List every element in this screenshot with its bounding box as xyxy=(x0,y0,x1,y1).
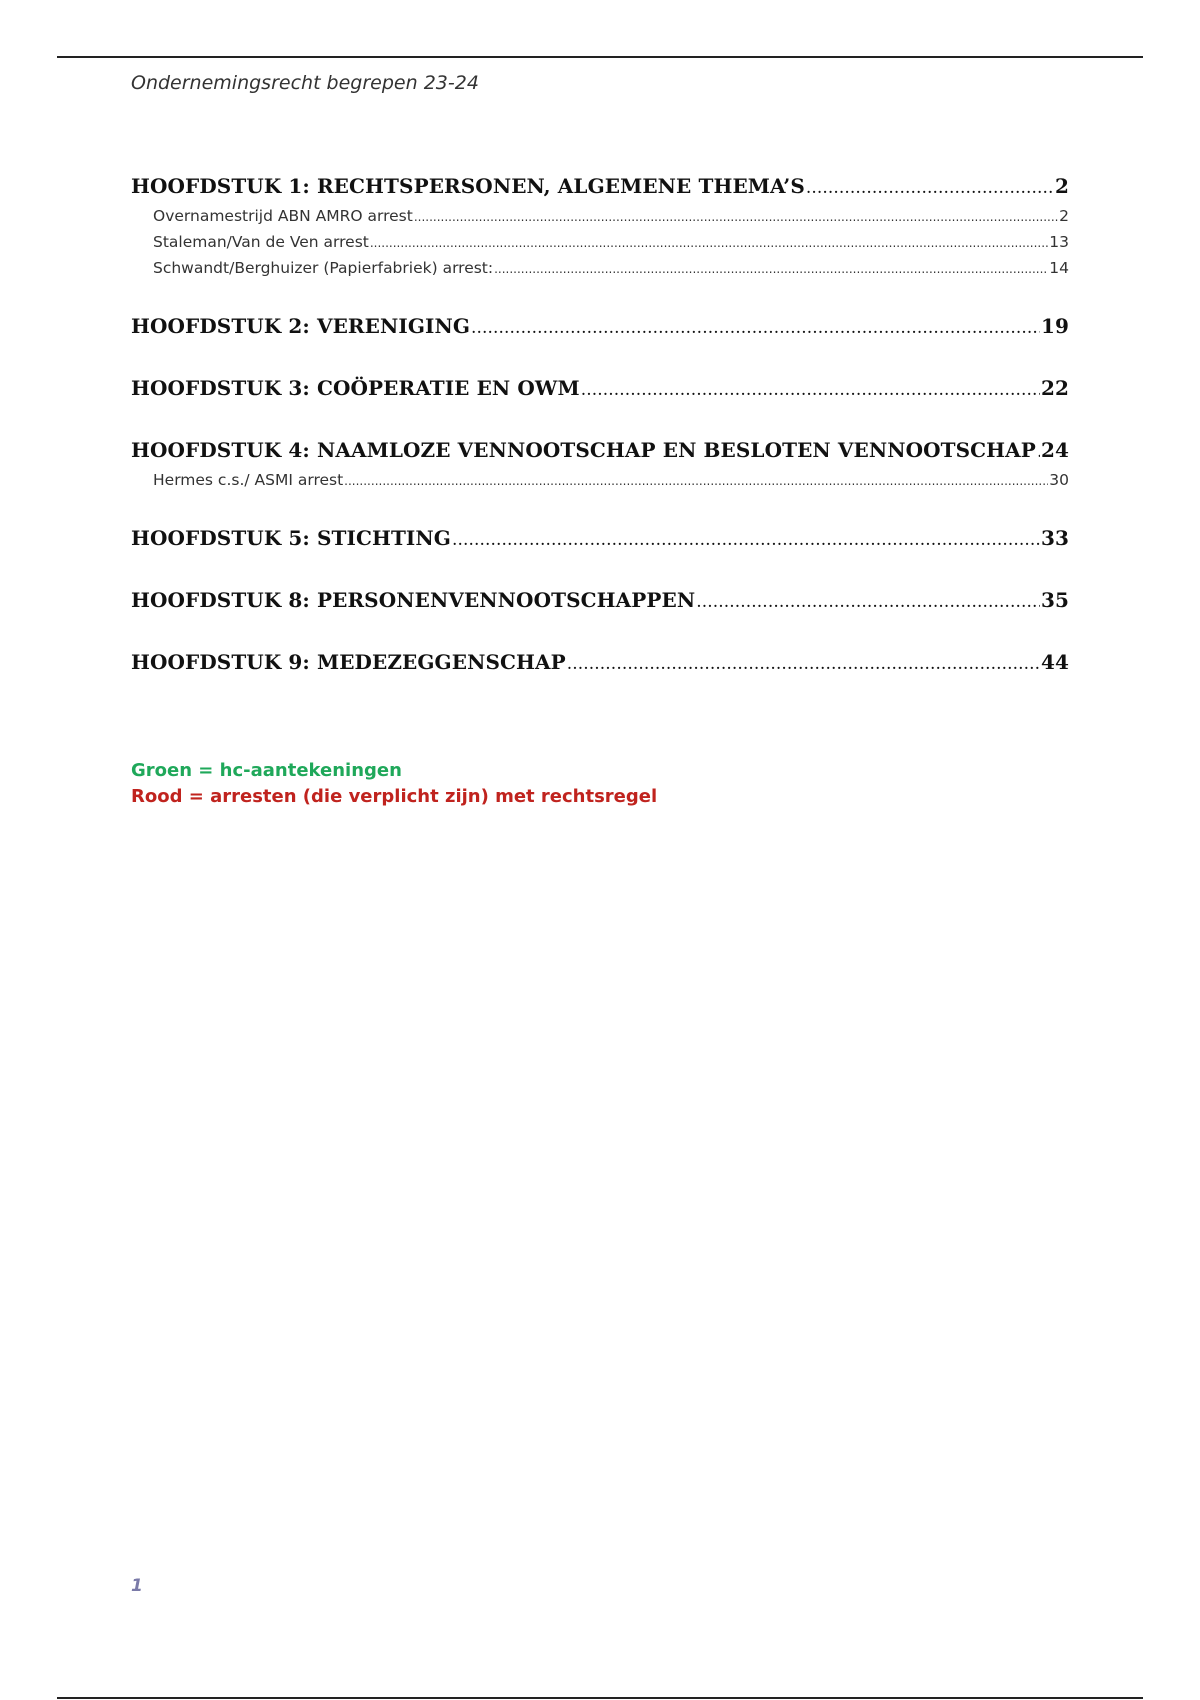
toc-entry-chapter[interactable] xyxy=(131,522,1069,556)
legend-green: Groen = hc-aantekeningen xyxy=(131,760,402,781)
toc-chapter xyxy=(131,584,1069,618)
toc-dot-leader xyxy=(414,205,1058,230)
toc-dot-leader xyxy=(581,374,1040,406)
header-rule xyxy=(57,56,1143,58)
toc-chapter xyxy=(131,310,1069,344)
toc-entry-section[interactable] xyxy=(131,230,1069,256)
toc-section-title: Schwandt/Berghuizer (Papierfabriek) arrest: xyxy=(153,259,494,277)
toc-chapter-page: 33 xyxy=(1040,526,1069,550)
toc-dot-leader xyxy=(452,524,1040,556)
toc-chapter-page: 19 xyxy=(1040,314,1069,338)
toc-section-page: 14 xyxy=(1049,259,1069,277)
toc-dot-leader xyxy=(806,172,1054,204)
table-of-contents xyxy=(131,170,1069,708)
toc-entry-section[interactable] xyxy=(131,256,1069,282)
toc-chapter xyxy=(131,170,1069,282)
toc-section-page: 30 xyxy=(1049,471,1069,489)
toc-dot-leader xyxy=(567,648,1040,680)
footer-rule xyxy=(57,1697,1143,1699)
toc-entry-section[interactable] xyxy=(131,204,1069,230)
toc-chapter xyxy=(131,372,1069,406)
toc-chapter-title: HOOFDSTUK 8: PERSONENVENNOOTSCHAPPEN xyxy=(131,588,696,612)
toc-entry-chapter[interactable] xyxy=(131,310,1069,344)
toc-chapter-page: 35 xyxy=(1040,588,1069,612)
toc-entry-chapter[interactable] xyxy=(131,170,1069,204)
toc-chapter xyxy=(131,434,1069,494)
toc-chapter xyxy=(131,522,1069,556)
running-header-title: Ondernemingsrecht begrepen 23-24 xyxy=(131,72,479,94)
toc-chapter-title: HOOFDSTUK 3: COÖPERATIE EN OWM xyxy=(131,376,580,400)
toc-dot-leader xyxy=(1037,436,1040,468)
toc-entry-chapter[interactable] xyxy=(131,372,1069,406)
toc-dot-leader xyxy=(494,257,1048,282)
color-legend xyxy=(131,758,657,810)
toc-chapter-title: HOOFDSTUK 5: STICHTING xyxy=(131,526,451,550)
toc-section-title: Hermes c.s./ ASMI arrest xyxy=(153,471,344,489)
toc-dot-leader xyxy=(370,231,1048,256)
toc-chapter-page: 24 xyxy=(1040,438,1069,462)
page-number: 1 xyxy=(131,1576,143,1596)
legend-red: Rood = arresten (die verplicht zijn) met rechtsregel xyxy=(131,786,658,807)
toc-chapter-page: 2 xyxy=(1054,174,1069,198)
toc-section-page: 13 xyxy=(1049,233,1069,251)
toc-dot-leader xyxy=(344,469,1048,494)
toc-entry-chapter[interactable] xyxy=(131,646,1069,680)
toc-dot-leader xyxy=(696,586,1040,618)
toc-chapter-title: HOOFDSTUK 1: RECHTSPERSONEN, ALGEMENE THEMA’S xyxy=(131,174,805,198)
toc-chapter-page: 44 xyxy=(1040,650,1069,674)
toc-section-title: Overnamestrijd ABN AMRO arrest xyxy=(153,207,413,225)
toc-chapter-title: HOOFDSTUK 4: NAAMLOZE VENNOOTSCHAP EN BESLOTEN VENNOOTSCHAP xyxy=(131,438,1036,462)
toc-chapter-page: 22 xyxy=(1040,376,1069,400)
toc-entry-chapter[interactable] xyxy=(131,434,1069,468)
toc-dot-leader xyxy=(471,312,1040,344)
toc-entry-section[interactable] xyxy=(131,468,1069,494)
toc-chapter-title: HOOFDSTUK 9: MEDEZEGGENSCHAP xyxy=(131,650,566,674)
toc-entry-chapter[interactable] xyxy=(131,584,1069,618)
toc-section-title: Staleman/Van de Ven arrest xyxy=(153,233,369,251)
toc-chapter xyxy=(131,646,1069,680)
toc-section-page: 2 xyxy=(1059,207,1069,225)
toc-chapter-title: HOOFDSTUK 2: VERENIGING xyxy=(131,314,471,338)
